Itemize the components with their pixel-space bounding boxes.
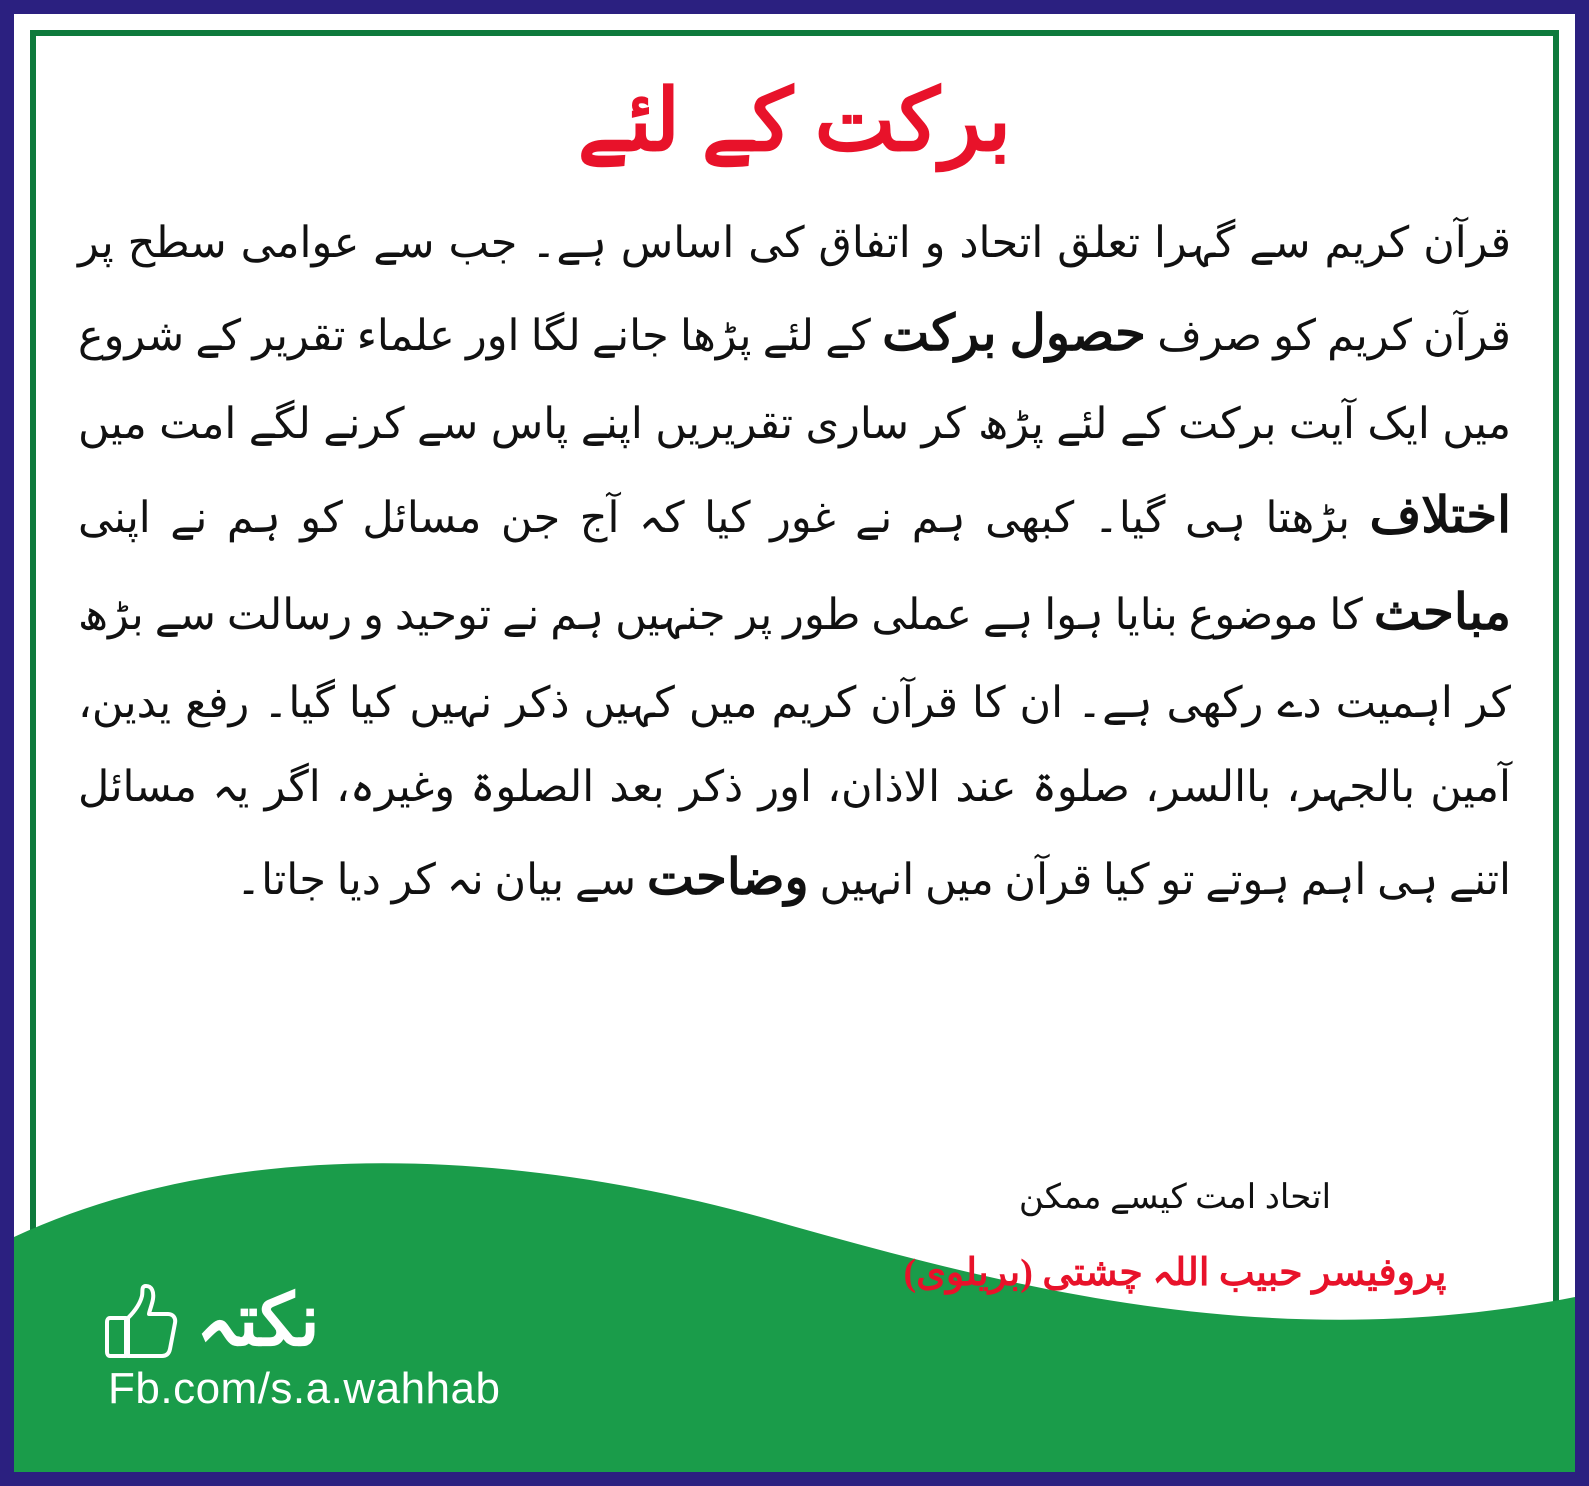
body-text xyxy=(66,202,1523,927)
brand-row xyxy=(104,1282,320,1360)
emphasis-word: حصول برکت xyxy=(882,305,1146,362)
body-segment: سے بیان نہ کر دیا جاتا۔ xyxy=(235,857,647,905)
body-segment: کا موضوع بنایا ہوا ہے عملی طور پر جنہیں ہم نے توحید و رسالت سے بڑھ کر اہمیت دے رکھی ہے۔ ان کا قرآن کریم میں کہیں ذکر نہیں کیا گیا۔ رفع یدین، آمین بالجہر، باالسر، صلوۃ عند الاذان، اور ذکر بعد الصلوۃ وغیرہ، اگر یہ مسائل اتنے ہی اہم ہوتے تو کیا قرآن میں انہیں xyxy=(78,592,1511,905)
body-segment: بڑھتا ہی گیا۔ کبھی ہم نے غور کیا کہ آج جن مسائل کو ہم نے اپنی xyxy=(78,494,1370,542)
credit-author: پروفیسر حبیب اللہ چشتی (بریلوی) xyxy=(903,1252,1447,1294)
paragraph xyxy=(78,202,1511,927)
emphasis-word: وضاحت xyxy=(646,849,809,906)
body-segment: قرآن کریم سے گہرا تعلق اتحاد و اتفاق کی اساس ہے۔ جب سے عوامی سطح پر قرآن کریم کو صرف xyxy=(78,219,1511,361)
thumbs-up-icon xyxy=(104,1282,178,1360)
brand-name: نکتہ xyxy=(196,1281,320,1361)
emphasis-word: اختلاف xyxy=(1369,486,1511,543)
body-segment: کے لئے پڑھا جانے لگا اور علماء تقریر کے شروع میں ایک آیت برکت کے لئے پڑھ کر ساری تقریریں اپنے پاس سے کرنے لگے امت میں xyxy=(78,313,1511,448)
brand-url[interactable]: Fb.com/s.a.wahhab xyxy=(108,1364,501,1413)
credit-topic: اتحاد امت کیسے ممکن xyxy=(1018,1179,1332,1216)
page-title: برکت کے لئے xyxy=(577,73,1012,169)
credit-block xyxy=(865,1172,1485,1302)
brand-block xyxy=(104,1282,500,1414)
emphasis-word: مباحث xyxy=(1373,584,1511,641)
